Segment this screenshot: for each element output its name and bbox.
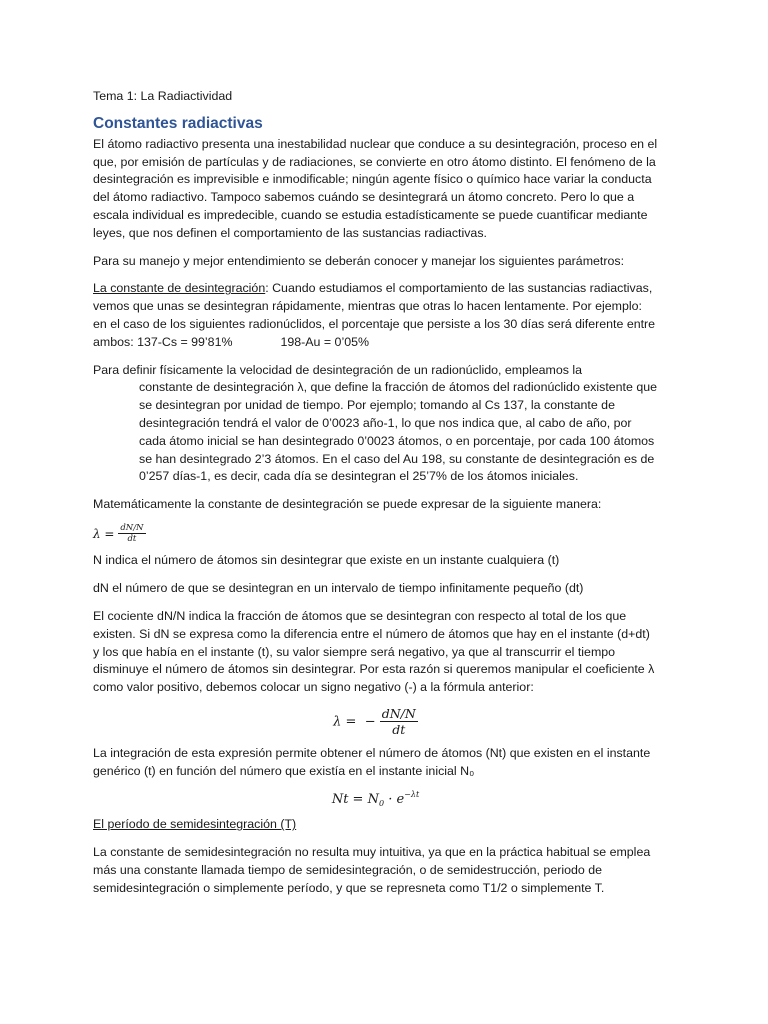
formula3-n0: N [367,792,379,808]
define-rest: constante de desintegración λ, que define la fracción de átomos del radionúclido existente que se desintegran por unidad de tiempo. Por ejemplo; tomando al Cs 137, la constante de desintegración tendrá el valor de 0’0023 año-1, lo que nos indica que, al cabo de año, por cada átomo inicial se han desintegrado 0’0023 átomos, o en porcentaje, por cada 100 átomos se han desintegrado 2’3 átomos. En el caso del Au 198, su constante de desintegración es de 0’257 días-1, es decir, cada día se desintegran el 25’7% de los átomos iniciales. [139,380,657,484]
formula2-fraction [380,707,418,737]
decay-constant-text: : Cuando estudiamos el comportamiento de las sustancias radiactivas, vemos que unas se desintegran rápidamente, mientras que otras lo hacen lentamente. Por ejemplo: en el caso de los siguientes radionúclidos, el porcentaje que persiste a los 30 días será diferente entre ambos: [93,281,656,349]
topic-title: Tema 1: La Radiactividad [93,89,233,103]
decay-constant-paragraph [93,280,658,351]
formula1-lhs: λ = [93,526,115,541]
math-intro: Matemáticamente la constante de desintegración se puede expresar de la siguiente manera: [93,497,602,512]
formula3-n0-sub: 0 [378,799,385,809]
cociente-paragraph: El cociente dN/N indica la fracción de átomos que se desintegran con respecto al total de los que existen. Si dN se expresa como la diferencia entre el número de átomos que hay en el instante (d+dt) y los que había en el instante (t), su valor siempre será negativo, ya que al transcurrir el tiempo disminuye el número de átomos sin desintegrar. Por esta razón si queremos manipular el coeficiente λ como valor positivo, debemos colocar un signo negativo (-) a la fórmula anterior: [93,609,655,695]
formula2-lhs: λ = [333,714,357,730]
integration-paragraph: La integración de esta expresión permite obtener el número de átomos (Nt) que existen en el instante genérico (t) en función del número que existía en el instante inicial N₀ [93,745,651,778]
formula1-numerator: dN/N [120,522,144,533]
dn-definition: dN el número de que se desintegran en un intervalo de tiempo infinitamente pequeño (dt) [93,581,584,596]
formula2-sign: − [364,714,376,730]
formula-nt [93,790,658,808]
parameters-intro: Para su manejo y mejor entendimiento se deberán conocer y manejar los siguientes parámetros: [93,253,625,268]
define-first-line: Para definir físicamente la velocidad de desintegración de un radionúclido, empleamos la [93,362,583,377]
intro-paragraph: El átomo radiactivo presenta una inestabilidad nuclear que conduce a su desintegración, proceso en el que, por emisión de partículas y de radiaciones, se convierte en otro átomo distinto. El fenómeno de la desintegración es imprevisible e inmodificable; ningún agente físico o químico hace variar la conducta del átomo radiactivo. Tampoco sabemos cuándo se desintegrará un átomo concreto. Pero lo que a escala individual es impredecible, cuando se estudia estadísticamente se puede cuantificar mediante leyes, que nos definen el comportamiento de las sustancias radiactivas. [93,136,658,240]
half-life-paragraph: La constante de semidesintegración no resulta muy intuitiva, ya que en la práctica habitual se emplea más una constante llamada tiempo de semidesintegración, o de semidestrucción, periodo de semidesintegración o simplemente período, y que se represneta como T1/2 o simplemente T. [93,845,651,895]
formula2-numerator: dN/N [381,706,416,722]
section-heading: Constantes radiactivas [93,114,263,132]
half-life-title: El período de semidesintegración (T) [93,817,297,832]
formula3-base: e [396,792,405,808]
formula-lambda [93,524,658,545]
example-au: 198-Au = 0’05% [280,334,370,349]
formula1-denominator: dt [127,534,137,545]
formula3-exponent: −λt [404,790,420,800]
formula3-dot: · [388,792,393,808]
formula1-fraction [118,524,145,545]
formula2-denominator: dt [392,721,406,737]
n-definition: N indica el número de átomos sin desintegrar que existe en un instante cualquiera (t) [93,553,560,568]
define-paragraph [93,362,658,487]
formula3-lhs: Nt = [331,792,364,808]
example-cs: 137-Cs = 99’81% [137,334,233,349]
formula-lambda-negative [93,707,658,737]
decay-constant-title: La constante de desintegración [93,281,266,296]
